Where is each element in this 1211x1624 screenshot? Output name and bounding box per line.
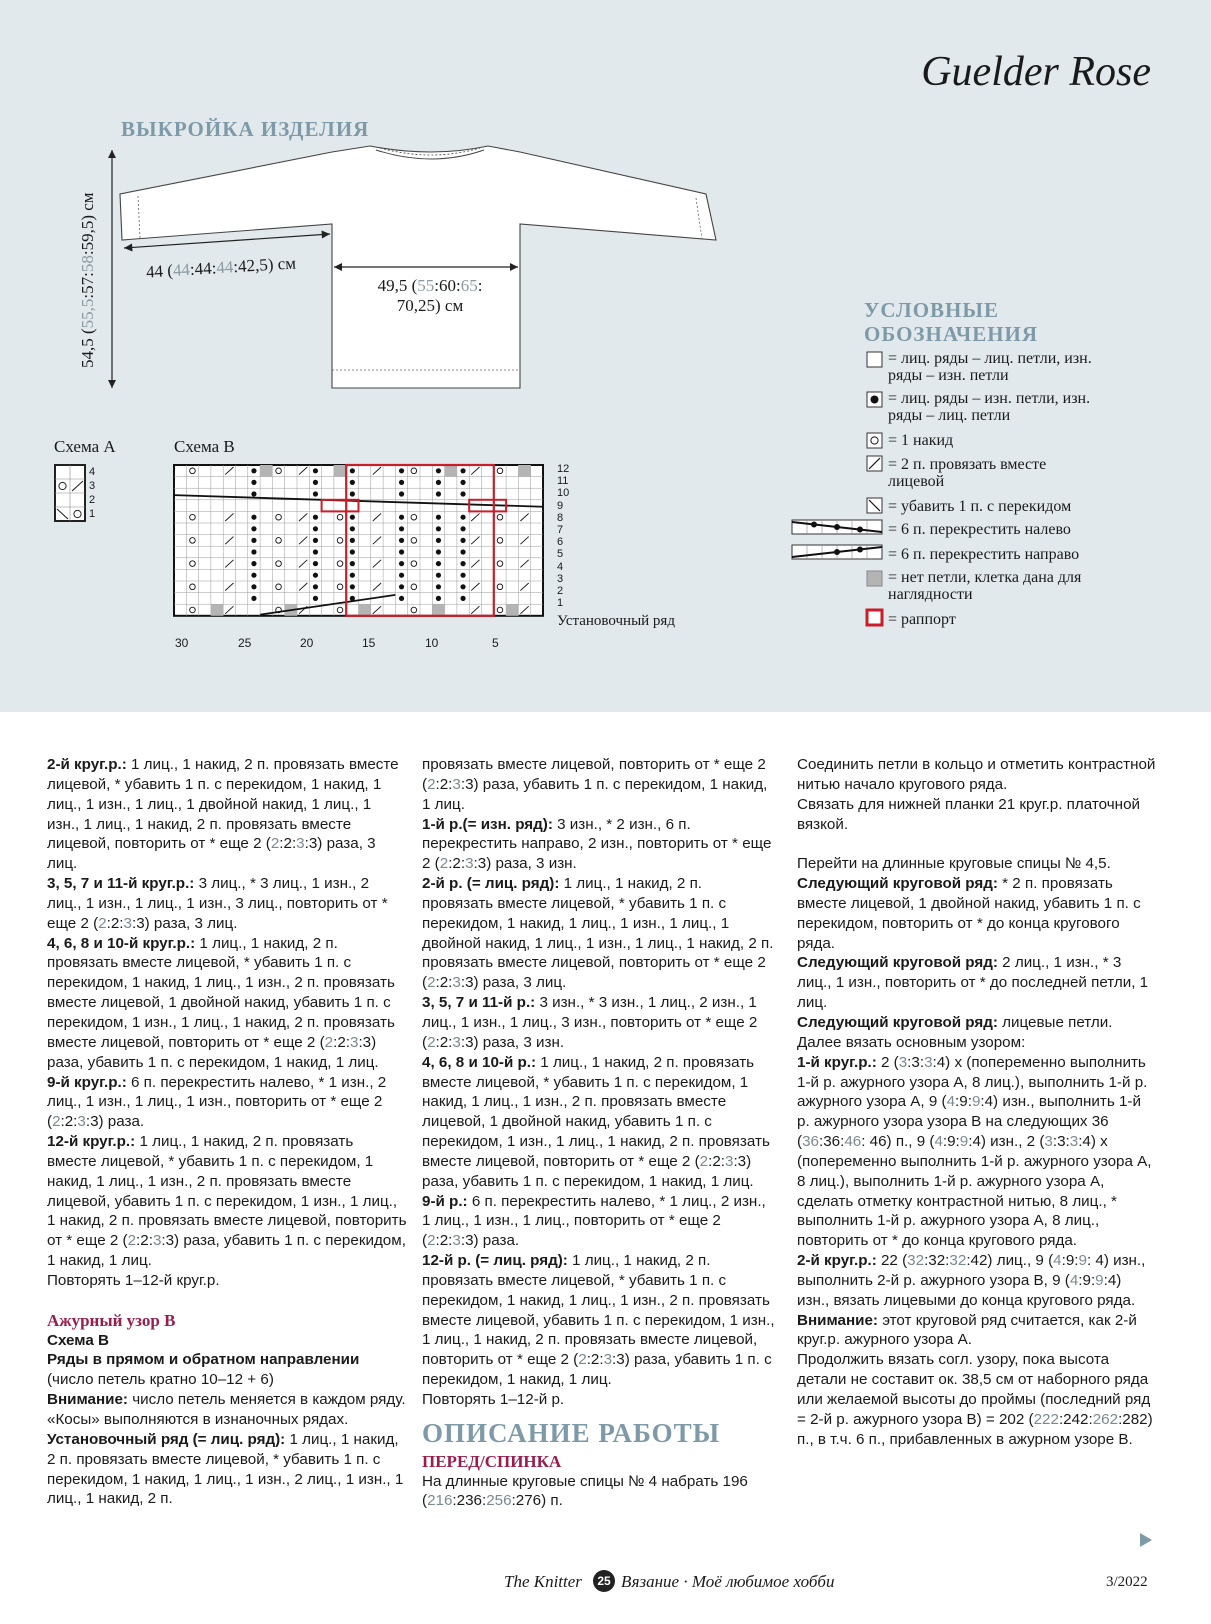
legend-item: = 6 п. перекрестить направо — [888, 546, 1080, 563]
text-run: :3) раза. — [460, 1232, 520, 1250]
size-value: 3 — [452, 974, 461, 992]
purl-dot — [399, 515, 404, 520]
purl-dot — [460, 515, 465, 520]
legend-item: = лиц. ряды – изн. петли, изн. ряды – лиц. петли — [888, 390, 1091, 424]
purl-dot — [436, 596, 441, 601]
text-run: 1 лиц., 1 накид, 2 п. провязать вместе лицевой, * убавить 1 п. с перекидом, 1 накид, 1 лиц., 1 изн., 1 лиц., 1 двойной накид, 1 лиц., 1 изн., 1 лиц., 1 накид, 2 п. провязать вместе лицевой, повторить от * еще 2 ( — [422, 875, 774, 992]
size-value: 4 — [934, 1133, 943, 1151]
bold-label: 9-й круг.р.: — [47, 1073, 127, 1091]
text-run: :3: — [1052, 1133, 1070, 1151]
size-value: 32 — [907, 1252, 925, 1270]
text-run: :36: — [818, 1133, 845, 1151]
purl-dot — [251, 480, 256, 485]
row-number: 5 — [557, 548, 564, 561]
bold-label: Внимание: — [797, 1311, 878, 1329]
text-run: 1 лиц., 1 накид, 2 п. провязать вместе лицевой, * убавить 1 п. с перекидом, 1 накид, 1 лиц., 1 изн., 2 п. провязать вместе лицевой, убавить 1 п. с перекидом, 1 изн., 1 лиц., 1 накид, 2 п. провязать вместе лицевой, повторить от * еще 2 ( — [422, 1252, 775, 1369]
purl-dot — [251, 549, 256, 554]
row-number: 2 — [557, 585, 564, 598]
purl-dot — [251, 526, 256, 531]
no-stitch — [359, 604, 371, 616]
schema-a-label: Схема A — [54, 437, 116, 456]
purl-dot — [436, 538, 441, 543]
size-value: 3 — [452, 1232, 461, 1250]
pattern-b-heading: Ажурный узор B — [47, 1310, 176, 1330]
row-number: 3 — [557, 572, 564, 585]
text-run: 3 изн., * 2 изн., 6 п. перекрестить направо, 2 изн., повторить от * еще 2 ( — [422, 815, 772, 873]
text-run: :3) раза, 3 изн. — [460, 1033, 565, 1051]
text-run: :2: — [435, 1033, 453, 1051]
purl-dot — [313, 480, 318, 485]
purl-dot — [251, 515, 256, 520]
text-run: :4) х (попеременно выполнить 1-й р. ажурного узора A, 8 лиц.), выполнить 1-й р. ажурного узора A, сделать отметку контрастной нитью, 8 лиц., * выполнить 1-й р. ажурного узора A, 8 лиц., повторить от * до конца кругового ряда. — [797, 1133, 1152, 1250]
page-number-badge: 25 — [593, 1570, 615, 1592]
size-value: 2 — [427, 974, 436, 992]
text-run: провязать вместе лицевой, повторить от * еще 2 ( — [422, 756, 766, 793]
bold-label: 3, 5, 7 и 11-й круг.р.: — [47, 875, 195, 893]
height-measure: 54,5 (55,5:57:58:59,5) см — [78, 192, 97, 368]
schema-b-label: Схема B — [174, 437, 235, 456]
text-run: :4) изн., 2 ( — [968, 1133, 1045, 1151]
purl-dot — [460, 549, 465, 554]
text-run: 3 изн., * 3 изн., 1 лиц., 2 изн., 1 лиц., 1 изн., 1 лиц., 3 изн., повторить от * еще 2 ( — [422, 994, 758, 1051]
work-description-heading: ОПИСАНИЕ РАБОТЫ — [422, 1417, 721, 1448]
purl-dot — [436, 491, 441, 496]
no-stitch — [334, 465, 346, 477]
page-title: Guelder Rose — [921, 49, 1151, 95]
size-value: 3 — [898, 1053, 908, 1071]
size-value: 3 — [123, 914, 132, 932]
text-column-1 — [47, 755, 407, 1509]
stitch-multiple: (число петель кратно 10–12 + 6) — [47, 1371, 274, 1389]
size-value: 9 — [1078, 1252, 1087, 1270]
row-number: 6 — [557, 536, 564, 549]
text-run: 1 лиц., 1 накид, 2 п. провязать вместе лицевой, * убавить 1 п. с перекидом, 1 накид, 1 лиц., 1 изн., 2 п. провязать вместе лицевой, убавить 1 п. с перекидом, 1 изн., 1 лиц., 1 накид, 2 п. провязать вместе лицевой, повторить от * еще 2 ( — [47, 1133, 407, 1250]
footer-magazine: Вязание · Моё любимое хобби — [621, 1572, 835, 1591]
size-value: 3 — [452, 1033, 461, 1051]
text-run: :3) раза, убавить 1 п. с перекидом, 1 накид, 1 лиц. — [47, 1232, 406, 1270]
text-run: 3 лиц., * 3 лиц., 1 изн., 2 лиц., 1 изн., 1 лиц., 1 изн., 3 лиц., повторить от * еще 2 ( — [47, 875, 388, 932]
text-run: этот круговой ряд считается, как 2-й круг.р. ажурного узора A. — [797, 1311, 1137, 1349]
text-run: :9: — [955, 1093, 972, 1111]
front-back-instructions — [797, 755, 1157, 1450]
schema-a-row-numbers: 4 3 2 1 — [89, 466, 96, 520]
purl-dot — [399, 468, 404, 473]
size-value: 32 — [949, 1252, 967, 1270]
text-run: :3) раза, убавить 1 п. с перекидом, 1 накид, 1 лиц. — [422, 775, 768, 813]
bold-label: 2-й круг.р.: — [47, 756, 127, 773]
front-back-heading: ПЕРЕД/СПИНКА — [422, 1451, 562, 1471]
row-number: 10 — [557, 487, 570, 500]
text-run: :2: — [435, 775, 453, 793]
purl-dot — [399, 596, 404, 601]
text-run: * 2 п. провязать вместе лицевой, 1 двойной накид, убавить 1 п. с перекидом, повторить от * до конца кругового ряда. — [797, 875, 1141, 952]
size-value: 46 — [844, 1133, 862, 1151]
text-column-3 — [797, 755, 1157, 1450]
purl-dot — [251, 468, 256, 473]
purl-dot — [399, 491, 404, 496]
bold-label: Следующий круговой ряд: — [797, 1013, 998, 1031]
no-stitch — [432, 604, 444, 616]
text-run: Повторять 1–12-й круг.р. — [47, 1271, 220, 1289]
text-run: Соединить петли в кольцо и отметить контрастной нитью начало кругового ряда. — [797, 756, 1156, 793]
no-stitch — [506, 604, 518, 616]
purl-dot — [399, 480, 404, 485]
cables-note: «Косы» выполняются в изнаночных рядах. — [47, 1411, 349, 1428]
size-value: 3 — [452, 775, 461, 793]
purl-dot — [350, 538, 355, 543]
purl-dot — [313, 584, 318, 589]
text-run: :42) лиц., 9 ( — [966, 1252, 1054, 1270]
purl-dot — [460, 468, 465, 473]
no-stitch — [260, 465, 272, 477]
size-value: 2 — [127, 1232, 137, 1250]
purl-dot — [313, 573, 318, 578]
text-run: : 46) п., 9 ( — [861, 1133, 935, 1151]
purl-dot — [460, 491, 465, 496]
purl-dot — [436, 549, 441, 554]
size-value: 2 — [98, 914, 107, 932]
purl-dot — [251, 561, 256, 566]
purl-dot — [436, 526, 441, 531]
purl-dot — [350, 526, 355, 531]
cast-on-text: На длинные круговые спицы № 4 набрать 196 (216:236:256:276) п. — [422, 1472, 748, 1510]
size-value: 3 — [924, 1053, 933, 1071]
row-number: 12 — [557, 463, 570, 475]
legend-item: = лиц. ряды – лиц. петли, изн. ряды – изн. петли — [888, 350, 1092, 384]
purl-dot — [350, 561, 355, 566]
purl-dot — [436, 573, 441, 578]
attention-note: Внимание: число петель меняется в каждом ряду. — [47, 1391, 406, 1409]
width-measure: 49,5 (55:60:65: 70,25) см — [377, 276, 483, 315]
text-run: Повторять 1–12-й р. — [422, 1391, 565, 1408]
purl-dot — [460, 596, 465, 601]
text-run: 6 п. перекрестить налево, * 1 изн., 2 лиц., 1 изн., 1 лиц., 1 изн., повторить от * еще 2 ( — [47, 1073, 387, 1131]
purl-dot — [251, 491, 256, 496]
size-value: 3 — [296, 835, 305, 853]
purl-dot — [350, 549, 355, 554]
purl-dot — [436, 468, 441, 473]
size-value: 2 — [427, 1033, 436, 1051]
bold-label: 1-й р.(= изн. ряд): — [422, 815, 553, 833]
legend-symbols — [790, 348, 890, 630]
purl-dot — [436, 515, 441, 520]
size-value: 2 — [439, 855, 449, 873]
text-run: :32: — [924, 1252, 950, 1270]
size-value: 2 — [427, 1232, 436, 1250]
purl-dot — [251, 596, 256, 601]
text-run: :3: — [907, 1053, 925, 1071]
size-value: 9 — [971, 1093, 981, 1111]
legend-heading-1: УСЛОВНЫЕ — [864, 298, 1000, 322]
size-value: 2 — [699, 1152, 709, 1170]
purl-dot — [350, 584, 355, 589]
row-number: 11 — [557, 475, 569, 488]
legend-item: = раппорт — [888, 611, 956, 628]
purl-dot — [251, 538, 256, 543]
no-stitch — [518, 465, 530, 477]
bold-label: Следующий круговой ряд: — [797, 875, 998, 893]
text-run: :3) раза, убавить 1 п. с перекидом, 1 накид, 1 лиц. — [422, 1152, 754, 1190]
text-run: :2: — [106, 914, 124, 932]
purl-dot — [350, 468, 355, 473]
size-value: 2 — [270, 835, 280, 853]
text-run: 1 лиц., 1 накид, 2 п. провязать вместе лицевой, * убавить 1 п. с перекидом, 1 накид, 1 лиц., 1 изн., 1 лиц., 1 двойной накид, 1 лиц., 1 изн., 1 лиц., 1 накид, 2 п. провязать вместе лицевой, повторить от * еще 2 ( — [47, 756, 399, 853]
text-run: :4) изн., выполнить 1-й р. ажурного узора узора B на следующих 36 ( — [797, 1093, 1141, 1151]
size-value: 2 — [324, 1033, 334, 1051]
rows-direction: Ряды в прямом и обратном направлении — [47, 1351, 360, 1369]
purl-dot — [313, 491, 318, 496]
purl-dot — [251, 584, 256, 589]
bold-label: 12-й круг.р.: — [47, 1133, 136, 1151]
text-run: 22 ( — [876, 1252, 908, 1270]
legend-item: = нет петли, клетка дана для наглядности — [888, 569, 1082, 603]
schema-b-row-numbers — [557, 463, 569, 609]
purl-dot — [460, 584, 465, 589]
text-run: :2: — [448, 855, 466, 873]
text-run: :9: — [1061, 1252, 1079, 1270]
text-run: :2: — [586, 1351, 604, 1369]
schema-b-ref: Схема B — [47, 1331, 109, 1349]
text-run: :2: — [136, 1232, 153, 1250]
text-run: 2 ( — [876, 1053, 899, 1071]
size-value: 9 — [959, 1133, 969, 1151]
purl-dot — [313, 468, 318, 473]
text-run: :2: — [435, 974, 453, 992]
legend-heading-2: ОБОЗНАЧЕНИЯ — [864, 322, 1039, 346]
purl-dot — [399, 549, 404, 554]
size-value: 2 — [578, 1351, 587, 1369]
bold-label: 2-й круг.р.: — [797, 1252, 877, 1270]
size-value: 3 — [350, 1033, 359, 1051]
footer-brand: The Knitter — [504, 1572, 582, 1591]
text-run: Перейти на длинные круговые спицы № 4,5. — [797, 855, 1111, 873]
schema-a-chart — [54, 464, 104, 524]
text-run: лицевые петли. — [997, 1013, 1113, 1031]
purl-dot — [313, 526, 318, 531]
bold-label: 4, 6, 8 и 10-й круг.р.: — [47, 934, 196, 952]
purl-dot — [350, 491, 355, 496]
purl-dot — [313, 538, 318, 543]
row-number: 1 — [557, 597, 564, 610]
purl-dot — [460, 480, 465, 485]
text-run: :3) раза, 3 изн. — [473, 855, 577, 873]
text-run: 1 лиц., 1 накид, 2 п. провязать вместе лицевой, * убавить 1 п. с перекидом, 1 накид, 1 лиц., 1 изн., 2 п. провязать вместе лицевой, 1 двойной накид, убавить 1 п. с перекидом, 1 изн., 1 лиц., 1 накид, 2 п. провязать вместе лицевой, повторить от * еще 2 ( — [47, 934, 395, 1051]
purl-dot — [313, 515, 318, 520]
size-value: 222 — [1033, 1410, 1059, 1428]
text-run: :3) раза, убавить 1 п. с перекидом, 1 накид, 1 лиц. — [47, 1033, 379, 1071]
text-run: :4) х (попеременно выполнить 1-й р. ажурного узора A, 8 лиц.), выполнить 1-й р. ажурного узора A, 9 ( — [797, 1053, 1148, 1111]
purl-dot — [399, 584, 404, 589]
text-run: :3) раза, 3 лиц. — [47, 835, 376, 873]
size-value: 2 — [52, 1113, 61, 1131]
pattern-a-instructions — [47, 755, 407, 1291]
purl-dot — [399, 526, 404, 531]
text-run: 2 лиц., 1 изн., * 3 лиц., 1 изн., повторить от * до последней петли, 1 лиц. — [797, 954, 1149, 1012]
purl-dot — [399, 561, 404, 566]
size-value: 4 — [1053, 1252, 1062, 1270]
text-run: :3) раза. — [85, 1113, 145, 1131]
size-value: 3 — [77, 1113, 86, 1131]
setup-row-label: Установочный ряд — [557, 613, 675, 629]
legend-item: = убавить 1 п. с перекидом — [888, 498, 1072, 515]
pattern-b-instructions — [422, 755, 777, 1410]
purl-dot — [313, 561, 318, 566]
row-number: 9 — [557, 499, 564, 512]
size-value: 3 — [152, 1232, 162, 1250]
pattern-heading: ВЫКРОЙКА ИЗДЕЛИЯ — [121, 117, 370, 141]
text-run: : 4) изн., выполнить 2-й р. ажурного узора B, 9 ( — [797, 1252, 1146, 1289]
bold-label: 12-й р. (= лиц. ряд): — [422, 1252, 568, 1270]
purl-dot — [313, 596, 318, 601]
size-value: 262 — [1092, 1410, 1119, 1428]
size-value: 4 — [1069, 1271, 1079, 1289]
text-run: :3) раза, 3 лиц. — [131, 914, 238, 932]
purl-dot — [436, 561, 441, 566]
bold-label: 4, 6, 8 и 10-й р.: — [422, 1053, 537, 1071]
row-number: 4 — [557, 560, 564, 573]
sleeve-measure: 44 (44:44:44:42,5) см — [145, 253, 297, 282]
bold-label: 1-й круг.р.: — [797, 1053, 877, 1071]
purl-dot — [399, 573, 404, 578]
text-run: :3) раза, 3 лиц. — [460, 974, 567, 992]
setup-row-text: Установочный ряд (= лиц. ряд): 1 лиц., 1 накид, 2 п. провязать вместе лицевой, * убавить 1 п. с перекидом, 1 накид, 1 лиц., 1 изн., 2 лиц., 1 изн., 1 лиц., 1 накид, 2 п. — [47, 1430, 404, 1508]
text-run: :282) п., в т.ч. 6 п., прибавленных в ажурном узоре B. — [797, 1410, 1153, 1448]
purl-dot — [350, 480, 355, 485]
purl-dot — [251, 573, 256, 578]
text-run: :2: — [60, 1113, 78, 1131]
size-value: 4 — [946, 1093, 956, 1111]
no-stitch — [211, 604, 223, 616]
text-run: :2: — [279, 835, 297, 853]
size-value: 3 — [1069, 1133, 1079, 1151]
issue-number: 3/2022 — [1106, 1574, 1148, 1590]
size-value: 3 — [1044, 1133, 1053, 1151]
text-run: :242: — [1058, 1410, 1093, 1428]
text-run: :9: — [942, 1133, 960, 1151]
bold-label: 9-й р.: — [422, 1192, 468, 1210]
size-value: 2 — [427, 775, 436, 793]
size-value: 3 — [465, 855, 474, 873]
purl-dot — [460, 526, 465, 531]
bold-label: Следующий круговой ряд: — [797, 954, 998, 972]
text-run: :2: — [708, 1152, 725, 1170]
text-run: 1 лиц., 1 накид, 2 п. провязать вместе лицевой, * убавить 1 п. с перекидом, 1 накид, 1 лиц., 1 изн., 2 п. провязать вместе лицевой, 1 двойной накид, убавить 1 п. с перекидом, 1 изн., 1 лиц., 1 накид, 2 п. провязать вместе лицевой, повторить от * еще 2 ( — [422, 1053, 770, 1170]
text-run: Продолжить вязать согл. узору, пока высота детали не составит ок. 38,5 см от наборного ряда или желаемой высоты до проймы (последний ряд = 2-й р. ажурного узора B) = 202 ( — [797, 1351, 1151, 1428]
text-run: :2: — [435, 1232, 453, 1250]
text-column-2 — [422, 755, 777, 1511]
size-value: 36 — [802, 1133, 819, 1151]
purl-dot — [436, 480, 441, 485]
legend-item: = 1 накид — [888, 432, 954, 449]
text-run: :3) раза, убавить 1 п. с перекидом, 1 накид, 1 лиц. — [422, 1351, 772, 1389]
legend-item: = 6 п. перекрестить налево — [888, 521, 1071, 538]
text-run: :2: — [333, 1033, 350, 1051]
text-run: 6 п. перекрестить налево, * 1 лиц., 2 изн., 1 лиц., 1 изн., 1 лиц., повторить от * еще 2 ( — [422, 1192, 766, 1250]
text-run: Далее вязать основным узором: — [797, 1033, 1026, 1051]
purl-dot — [399, 538, 404, 543]
size-value: 3 — [603, 1351, 613, 1369]
purl-dot — [460, 573, 465, 578]
schema-b-chart — [172, 463, 552, 629]
purl-dot — [350, 515, 355, 520]
purl-dot — [313, 549, 318, 554]
bold-label: 2-й р. (= лиц. ряд): — [422, 875, 560, 893]
text-run: Связать для нижней планки 21 круг.р. платочной вязкой. — [797, 795, 1140, 833]
text-run: :9: — [1078, 1271, 1096, 1289]
purl-dot — [460, 561, 465, 566]
purl-dot — [350, 573, 355, 578]
row-number: 8 — [557, 511, 564, 524]
size-value: 9 — [1095, 1271, 1104, 1289]
purl-dot — [436, 584, 441, 589]
continue-arrow-icon — [1140, 1533, 1152, 1547]
bold-label: 3, 5, 7 и 11-й р.: — [422, 994, 536, 1012]
text-run: :4) изн., вязать лицевыми до конца кругового ряда. — [797, 1271, 1136, 1309]
row-number: 7 — [557, 524, 564, 537]
size-value: 3 — [725, 1152, 734, 1170]
purl-dot — [460, 538, 465, 543]
no-stitch — [445, 465, 457, 477]
legend-item: = 2 п. провязать вместе лицевой — [888, 456, 1047, 490]
